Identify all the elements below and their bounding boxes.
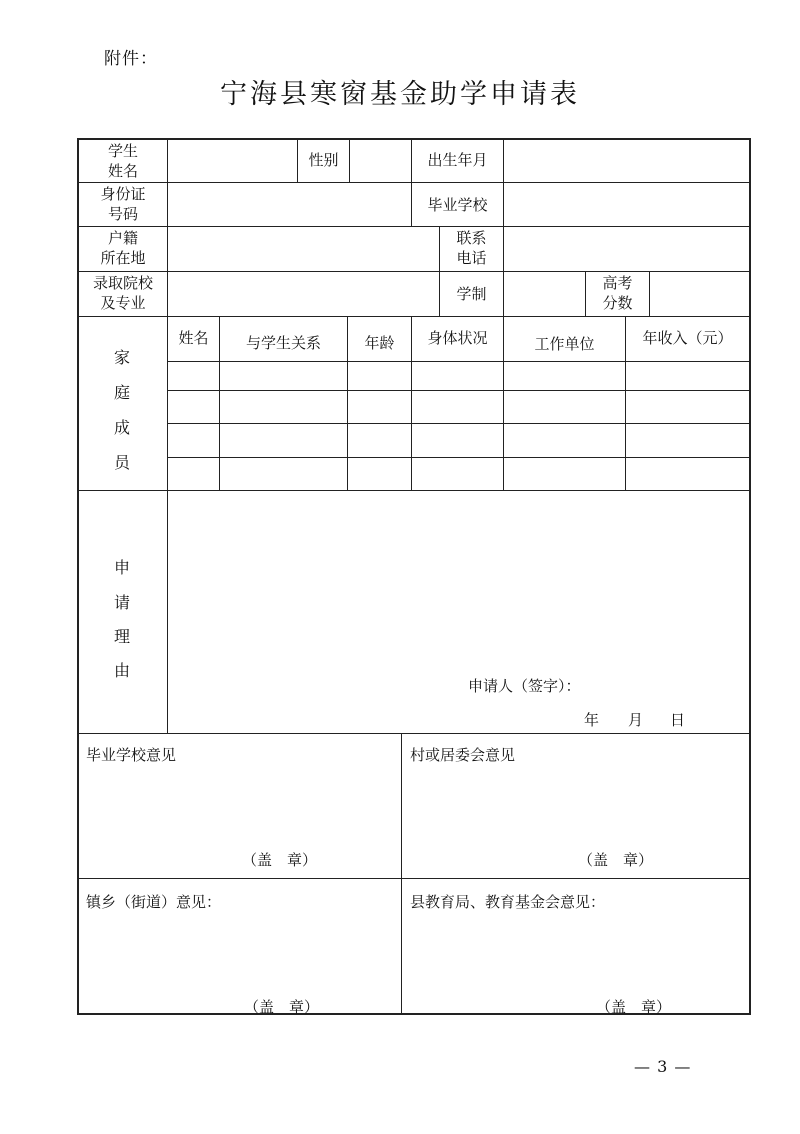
birth-date-label: 出生年月 <box>427 151 488 169</box>
hukou-label: 户籍 所在地 <box>100 229 146 267</box>
family-label-char: 成 <box>113 418 130 437</box>
graduation-school-opinion-label: 毕业学校意见 <box>86 746 177 764</box>
student-name-field[interactable] <box>168 140 297 182</box>
graduation-school-label: 毕业学校 <box>427 196 488 214</box>
phone-field[interactable] <box>504 227 749 271</box>
gaokao-score-label: 高考 分数 <box>602 274 633 312</box>
family-header-relation: 与学生关系 <box>245 334 321 352</box>
family-member-row[interactable] <box>168 391 749 423</box>
id-number-field[interactable] <box>168 183 411 226</box>
family-header-employer: 工作单位 <box>534 335 595 353</box>
family-label-char: 庭 <box>113 383 130 402</box>
family-member-row[interactable] <box>168 362 749 390</box>
reason-label-char: 请 <box>113 593 130 612</box>
attachment-label: 附件： <box>104 49 158 69</box>
graduation-school-field[interactable] <box>504 183 749 226</box>
birth-date-field[interactable] <box>504 140 749 182</box>
seal-label: （盖 章） <box>242 851 318 869</box>
phone-label: 联系 电话 <box>456 229 487 267</box>
date-year-label: 年 <box>584 711 600 729</box>
family-label-char: 家 <box>113 348 130 367</box>
gender-label: 性别 <box>308 151 339 169</box>
family-member-row[interactable] <box>168 424 749 457</box>
page-number: — 3 — <box>634 1057 692 1076</box>
applicant-signature-label: 申请人（签字）： <box>468 677 581 695</box>
family-header-health: 身体状况 <box>427 329 488 347</box>
student-name-label: 学生 姓名 <box>107 142 138 180</box>
county-education-opinion-label: 县教育局、教育基金会意见： <box>410 893 606 911</box>
date-day-label: 日 <box>670 711 686 729</box>
admission-label: 录取院校 及专业 <box>92 274 153 312</box>
schooling-field[interactable] <box>504 272 585 316</box>
form-title: 宁海县寒窗基金助学申请表 <box>220 79 580 110</box>
gaokao-score-field[interactable] <box>650 272 749 316</box>
seal-label: （盖 章） <box>596 998 672 1016</box>
seal-label: （盖 章） <box>578 851 654 869</box>
family-header-name: 姓名 <box>178 329 209 347</box>
family-member-row[interactable] <box>168 458 749 490</box>
reason-label-char: 由 <box>113 661 130 680</box>
family-header-age: 年龄 <box>364 334 395 352</box>
reason-text-area[interactable] <box>168 491 749 661</box>
family-header-income: 年收入（元） <box>642 329 733 347</box>
reason-label-char: 理 <box>113 627 130 646</box>
family-label-char: 员 <box>113 453 130 472</box>
town-opinion-label: 镇乡（街道）意见： <box>86 893 222 911</box>
seal-label: （盖 章） <box>244 998 320 1016</box>
id-number-label: 身份证 号码 <box>100 185 146 223</box>
date-month-label: 月 <box>628 711 644 729</box>
gender-field[interactable] <box>350 140 411 182</box>
reason-label-char: 申 <box>113 558 130 577</box>
admission-field[interactable] <box>168 272 439 316</box>
hukou-field[interactable] <box>168 227 439 271</box>
schooling-label: 学制 <box>456 285 487 303</box>
village-committee-opinion-label: 村或居委会意见 <box>410 746 516 764</box>
